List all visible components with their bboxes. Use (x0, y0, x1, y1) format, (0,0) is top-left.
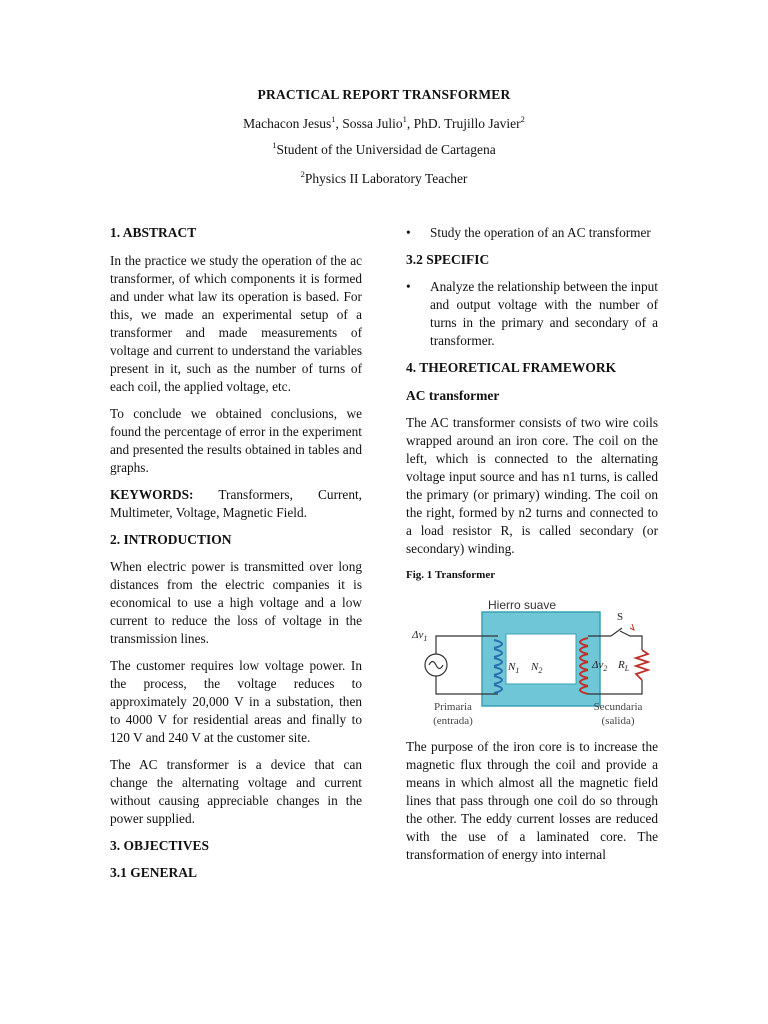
author-3: , PhD. Trujillo Javier (406, 116, 521, 131)
affiliation-1 (0, 141, 768, 159)
core-label: Hierro suave (488, 598, 557, 612)
ac-transformer-heading: AC transformer (406, 388, 500, 403)
output-voltage-label: $\Delta v_2$ (592, 659, 608, 674)
general-objective-text: Study the operation of an AC transformer (430, 225, 651, 240)
secondary-label: Secundaria (salida) (593, 701, 643, 727)
affiliation-2-mark: 2 (300, 168, 305, 179)
author-1-affiliation-mark: 1 (331, 113, 336, 124)
affiliation-1-text: Student of the Universidad de Cartagena (276, 142, 496, 157)
affiliation-2-text: Physics II Laboratory Teacher (304, 171, 468, 186)
introduction-heading: 2. INTRODUCTION (110, 532, 232, 547)
general-objective-heading: 3.1 GENERAL (110, 865, 198, 880)
introduction-paragraph-3: The AC transformer is a device that can change the alternating voltage and current without causing appreciable changes in the power supplied. (110, 757, 362, 826)
author-line (0, 115, 768, 133)
abstract-heading: 1. ABSTRACT (110, 225, 197, 240)
author-2-affiliation-mark: 1 (402, 113, 407, 124)
objectives-heading: 3. OBJECTIVES (110, 838, 210, 853)
switch-blade (611, 628, 622, 636)
specific-objective-heading: 3.2 SPECIFIC (406, 252, 490, 267)
framework-paragraph-2: The purpose of the iron core is to increase the magnetic flux through the coil and provide a means in which almost all the magnetic field lines that pass through one coil do so through the other. The eddy current losses are reduced with the use of a laminated core. The transformation of energy into internal (406, 739, 658, 862)
n2-label: $N_2$ (531, 661, 543, 676)
left-column (110, 224, 362, 882)
keywords-label: KEYWORDS: (110, 487, 194, 502)
affiliation-1-mark: 1 (272, 139, 277, 150)
general-objective-bullet (406, 224, 658, 242)
switch-arrow (630, 624, 634, 630)
figure-caption: Fig. 1 Transformer (406, 569, 496, 581)
framework-paragraph-1: The AC transformer consists of two wire coils wrapped around an iron core. The coil on the left, which is connected to the alternating voltage input source and has n1 turns, is called the primary (or primary) winding. The coil on the right, formed by n2 turns and connected to a load resistor R, is called secondary (or secondary) winding. (406, 415, 658, 556)
document-title: PRACTICAL REPORT TRANSFORMER (257, 87, 511, 102)
keywords-paragraph (110, 486, 362, 522)
n1-label: $N_1$ (508, 661, 520, 676)
input-voltage-label: $\Delta v_1$ (412, 629, 428, 644)
affiliation-2 (0, 170, 768, 188)
load-resistor (636, 650, 648, 680)
abstract-paragraph-1: In the practice we study the operation of the ac transformer, of which components it is formed and under what law its operation is based. For this, we made an experimental setup of a transformer and made measurements of voltage and current to understand the variables present in it, such as the number of turns of each coil, the applied voltage, etc. (110, 253, 362, 394)
author-2: , Sossa Julio (335, 116, 403, 131)
specific-objective-bullet (406, 278, 658, 350)
author-1: Machacon Jesus (243, 116, 332, 131)
keywords-text: Transformers, Current, Multimeter, Voltage, Magnetic Field. (110, 487, 362, 520)
introduction-paragraph-1: When electric power is transmitted over long distances from the electric companies it is economical to use a high voltage and a low current to reduce the loss of voltage in the transmission lines. (110, 559, 362, 646)
abstract-paragraph-2: To conclude we obtained conclusions, we found the percentage of error in the experiment and presented the results obtained in tables and graphs. (110, 406, 362, 475)
load-resistor-label: $R_L$ (618, 659, 630, 674)
theoretical-framework-heading: 4. THEORETICAL FRAMEWORK (406, 360, 617, 375)
right-column (406, 224, 658, 864)
specific-objective-text: Analyze the relationship between the input and output voltage with the number of turns in the primary and secondary of a transformer. (430, 279, 658, 348)
bullet-marker: • (406, 225, 411, 240)
introduction-paragraph-2: The customer requires low voltage power. In the process, the voltage reduces to approximately 20,000 V in a substation, then to 4000 V for residential areas and finally to 120 V and 240 V at the customer site. (110, 658, 362, 745)
bullet-marker: • (406, 279, 411, 294)
author-3-affiliation-mark: 2 (520, 113, 525, 124)
switch-label: S (617, 611, 624, 623)
primary-label: Primaria (entrada) (433, 701, 473, 727)
transformer-figure (406, 594, 658, 734)
